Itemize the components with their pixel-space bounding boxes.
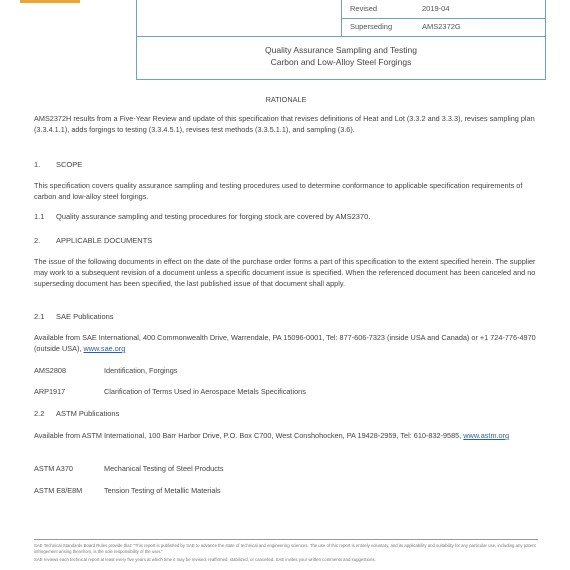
section-1-1-number: 1.1 <box>34 212 45 221</box>
astm-address: Available from ASTM International, 100 Barr Harbor Drive, P.O. Box C700, West Conshohocken, PA 19428-2959, Tel: 610-832-9585, <box>34 431 462 440</box>
sae-address: Available from SAE International, 400 Commonwealth Drive, Warrendale, PA 15096-0001, Tel: 877-606-7323 (inside USA and Canada) or +1 724-776-4970 (outside USA), <box>34 333 536 353</box>
item-desc: Clarification of Terms Used in Aerospace Metals Specifications <box>104 387 306 396</box>
astm-link[interactable]: www.astm.org <box>463 431 510 440</box>
item-desc: Mechanical Testing of Steel Products <box>104 464 224 473</box>
section-2-1-heading <box>34 312 114 321</box>
section-2-heading <box>34 236 152 245</box>
sae-link[interactable]: www.sae.org <box>83 344 126 353</box>
sae-item-2 <box>34 387 306 396</box>
footer-text-2: SAE reviews each technical report at least every five years at which time it may be revised, reaffirmed, stabilized, or cancelled. SAE invites your written comments and suggestions. <box>34 557 376 562</box>
rationale-heading: RATIONALE <box>265 95 307 104</box>
section-1-number: 1. <box>34 160 41 169</box>
superseding-value: AMS2372G <box>422 22 461 31</box>
item-code: AMS2808 <box>34 366 67 375</box>
section-2-2-title: ASTM Publications <box>56 409 120 418</box>
header-left-cell <box>137 0 342 36</box>
superseding-label: Superseding <box>350 22 393 31</box>
astm-item-2 <box>34 486 221 495</box>
footer-rule <box>34 539 538 540</box>
sae-text <box>34 332 538 354</box>
section-1-1-text: Quality assurance sampling and testing procedures for forging stock are covered by AMS2370. <box>56 212 371 221</box>
title-line-1: Quality Assurance Sampling and Testing <box>265 45 417 55</box>
section-2-2-number: 2.2 <box>34 409 45 418</box>
item-code: ASTM A370 <box>34 464 73 473</box>
header-right-cell <box>342 0 545 36</box>
applicable-text: The issue of the following documents in effect on the date of the purchase order forms a part of this specification to the extent specified herein. The supplier may work to a subsequent revision of a document unless a specific document issue is specified. When the referenced document has been canceled and no superseding document has been specified, the last published issue of that document shall apply. <box>34 257 536 288</box>
item-code: ASTM E8/E8M <box>34 486 83 495</box>
astm-text <box>34 430 538 441</box>
section-2-1-title: SAE Publications <box>56 312 114 321</box>
rationale-text: AMS2372H results from a Five-Year Review and update of this specification that revises definitions of Heat and Lot (3.3.2 and 3.3.3), revises sampling plan (3.3.4.1.1), adds forgings to testing (3.3.4.5.1), revises test methods (3.3.5.1.1), and sampling (3.6). <box>34 114 535 134</box>
header-table <box>136 0 546 80</box>
footer-text-1: SAE Technical Standards Board Rules provide that: "This report is published by SAE to advance the state of technical and engineering sciences. The use of this report is entirely voluntary, and its applicability and suitability for any particular use, including any patent infringement arising therefrom, is the sole responsibility of the user." <box>34 543 536 554</box>
astm-item-1 <box>34 464 224 473</box>
section-1-1 <box>34 212 370 221</box>
superseding-row <box>342 18 545 36</box>
revised-value: 2019-04 <box>422 4 450 13</box>
section-2-1-number: 2.1 <box>34 312 45 321</box>
revised-label: Revised <box>350 4 378 13</box>
item-code: ARP1917 <box>34 387 66 396</box>
item-desc: Tension Testing of Metallic Materials <box>104 486 221 495</box>
section-1-heading <box>34 160 82 169</box>
section-2-number: 2. <box>34 236 41 245</box>
header-divider <box>137 36 545 37</box>
revised-row <box>342 0 545 19</box>
item-desc: Identification, Forgings <box>104 366 178 375</box>
section-2-2-heading <box>34 409 119 418</box>
section-1-title: SCOPE <box>56 160 83 169</box>
sae-item-1 <box>34 366 177 375</box>
brand-mark <box>20 0 80 3</box>
document-title <box>137 44 545 68</box>
section-2-title: APPLICABLE DOCUMENTS <box>56 236 153 245</box>
scope-text: This specification covers quality assurance sampling and testing procedures used to determine conformance to applicable specification requirements of carbon and low-alloy steel forgings. <box>34 181 523 201</box>
title-line-2: Carbon and Low-Alloy Steel Forgings <box>270 57 412 67</box>
